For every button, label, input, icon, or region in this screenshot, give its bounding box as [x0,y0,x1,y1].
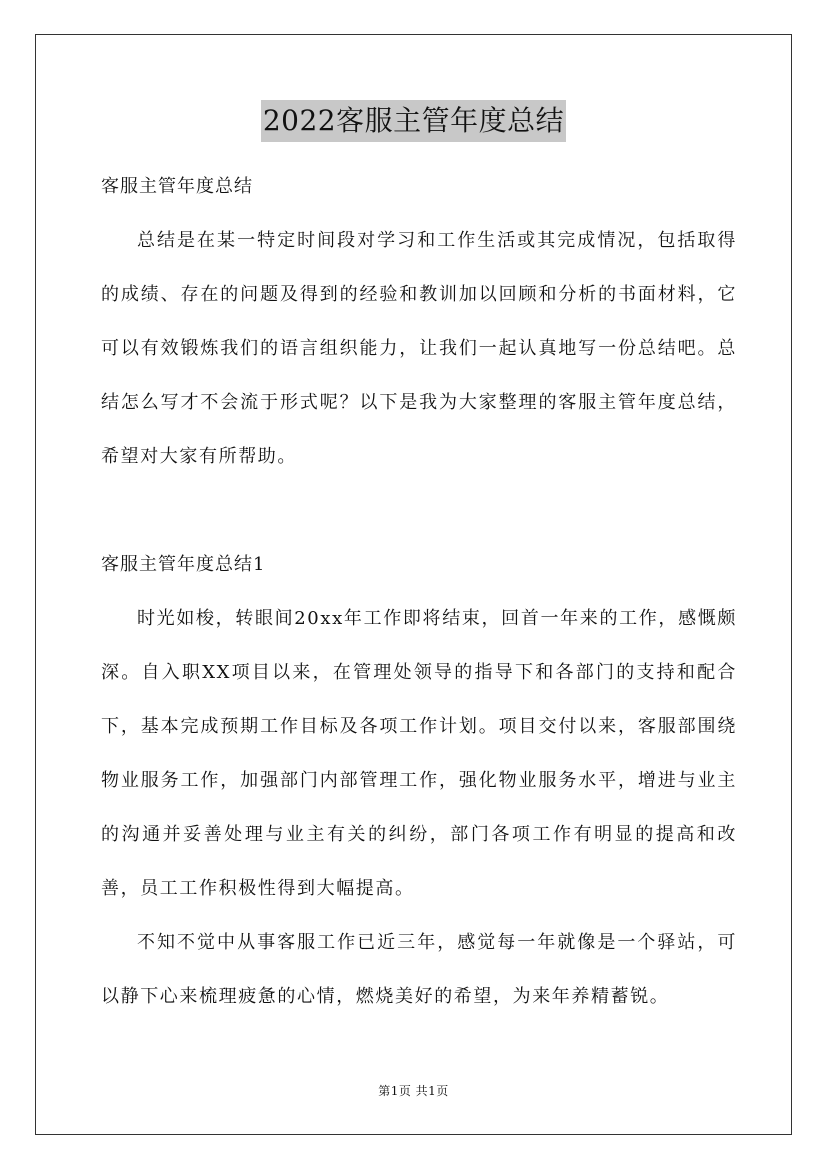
document-body [101,160,737,1024]
section1-paragraph-2: 不知不觉中从事客服工作已近三年，感觉每一年就像是一个驿站，可以静下心来梳理疲惫的心情，燃烧美好的希望，为来年养精蓄锐。 [101,932,737,1007]
section1-heading: 客服主管年度总结1 [101,554,266,575]
page-footer: 第1页 共1页 [378,1084,449,1098]
intro-paragraph: 总结是在某一特定时间段对学习和工作生活或其完成情况，包括取得的成绩、存在的问题及得到的经验和教训加以回顾和分析的书面材料，它可以有效锻炼我们的语言组织能力，让我们一起认真地写一份总结吧。总结怎么写才不会流于形式呢？以下是我为大家整理的客服主管年度总结，希望对大家有所帮助。 [101,230,737,467]
section1-paragraph-1: 时光如梭，转眼间20xx年工作即将结束，回首一年来的工作，感慨颇深。自入职XX项目以来，在管理处领导的指导下和各部门的支持和配合下，基本完成预期工作目标及各项工作计划。项目交付以来，客服部围绕物业服务工作，加强部门内部管理工作，强化物业服务水平，增进与业主的沟通并妥善处理与业主有关的纠纷，部门各项工作有明显的提高和改善，员工工作积极性得到大幅提高。 [101,608,737,899]
document-title-container [0,100,827,142]
section-spacer [101,484,737,538]
intro-heading: 客服主管年度总结 [101,176,253,197]
document-title: 2022客服主管年度总结 [261,100,566,142]
